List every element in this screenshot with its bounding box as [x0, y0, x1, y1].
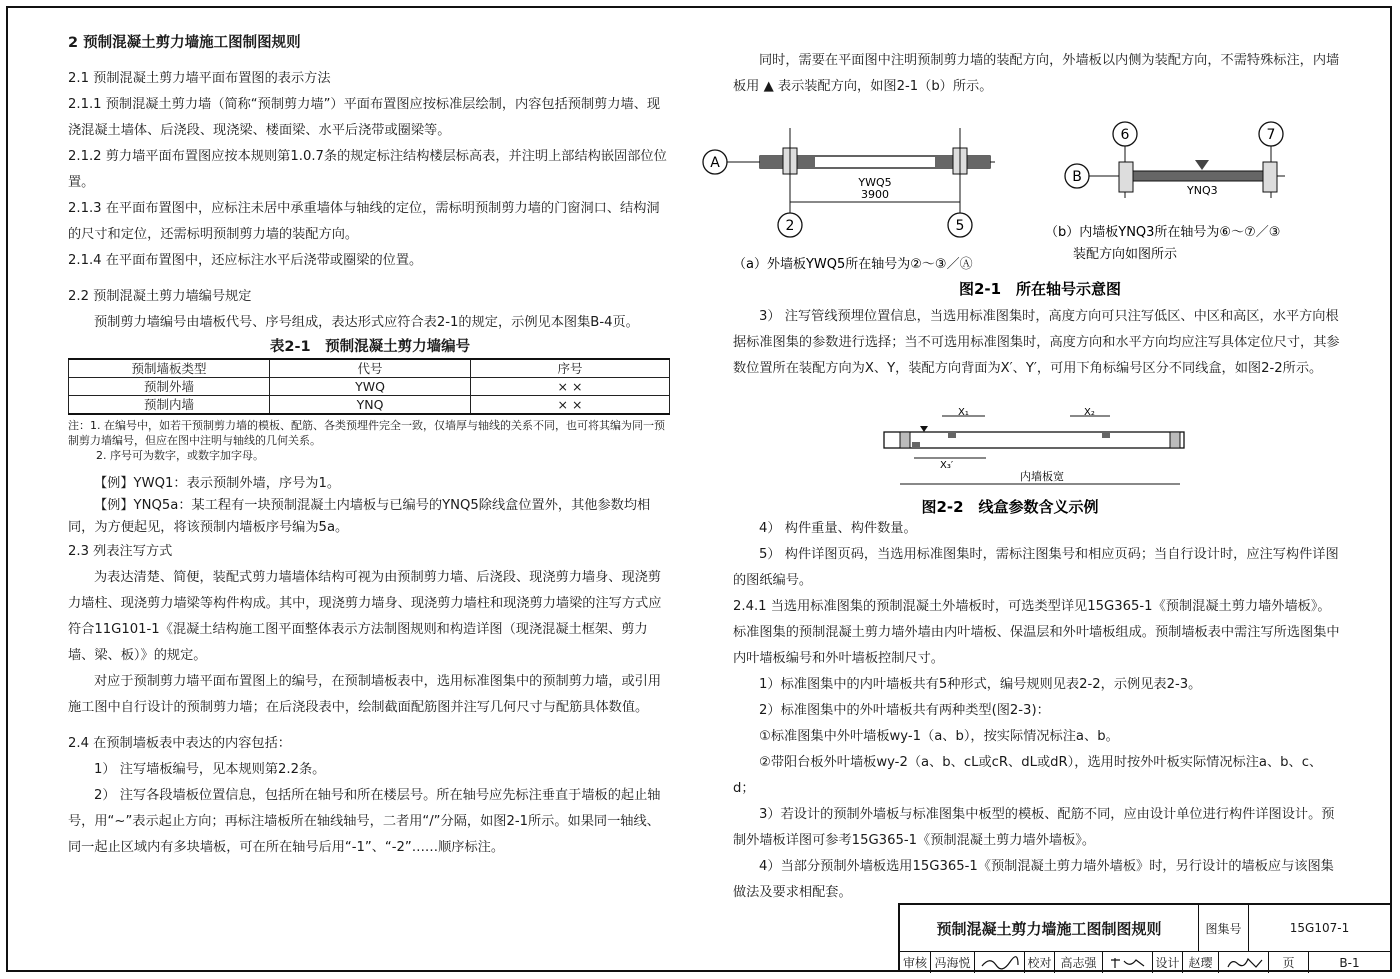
- caption-b-line2: 装配方向如图所示: [1073, 247, 1178, 262]
- figure-2-1-caption: 图2-1 所在轴号示意图: [958, 280, 1122, 298]
- item-2: 2） 注写各段墙板位置信息，包括所在轴号和所在楼层号。所在轴号应先标注垂直于墙板的起止轴号，用“~”表示起止方向；再标注墙板所在轴线轴号，二者用“/”分隔，如图2-1所示。如果同一轴线、同一起止区域内有多块墙板，可在所在轴号后用“-1”、“-2”……顺序标注。: [68, 788, 661, 855]
- para-continued: 同时，需要在平面图中注明预制剪力墙的装配方向，外墙板以内侧为装配方向，不需特殊标注，内墙板用 ▲ 表示装配方向，如图2-1（b）所示。: [733, 53, 1340, 94]
- section-2-4-title: 2.4 在预制墙板表中表达的内容包括：: [68, 736, 291, 751]
- check-name: 高志强: [1054, 951, 1102, 973]
- item-1: 1） 注写墙板编号，见本规则第2.2条。: [94, 762, 326, 777]
- axis-label-2: 2: [785, 218, 795, 234]
- para-2-4-1: 2.4.1 当选用标准图集的预制混凝土外墙板时，可选类型详见15G365-1《预制混凝土剪力墙外墙板》。标准图集的预制混凝土剪力墙外墙由内叶墙板、保温层和外叶墙板组成。预制墙板表中需注写所选图集中内叶墙板编号和外叶墙板控制尺寸。: [733, 599, 1340, 666]
- design-name: 赵璎: [1182, 951, 1218, 973]
- signature-icon: [1224, 956, 1264, 970]
- para-2-3-a: 为表达清楚、简便，装配式剪力墙墙体结构可视为由预制剪力墙、后浇段、现浇剪力墙身、现浇剪力墙柱、现浇剪力墙梁等构件构成。其中，现浇剪力墙身、现浇剪力墙柱和现浇剪力墙梁的注写方式应符合11G101-1《混凝土结构施工图平面整体表示方法制图规则和构造详图（现浇混凝土框架、剪力墙、梁、板）》的规定。: [68, 570, 662, 663]
- inner-wall-panel: [884, 432, 1184, 448]
- label-x1: X₁: [958, 407, 969, 418]
- sub-item-2a: ①标准图集中外叶墙板wy-1（a、b），按实际情况标注a、b。: [759, 729, 1119, 744]
- signature-icon: [980, 956, 1020, 970]
- figure-2-2: [870, 404, 1210, 522]
- table-note-2: 2. 序号可为数字，或数字加字母。: [96, 449, 264, 462]
- axis-label-6: 6: [1120, 127, 1130, 143]
- review-label: 审核: [900, 951, 930, 973]
- para-2-3-b: 对应于预制剪力墙平面布置图上的编号，在预制墙板表中，选用标准图集中的预制剪力墙，或引用施工图中自行设计的预制剪力墙；在后浇段表中，绘制截面配筋图并注写几何尺寸与配筋具体数值。: [68, 674, 662, 715]
- atlas-number: 15G107-1: [1248, 905, 1390, 951]
- post-cast-segment: [1263, 162, 1277, 192]
- para-2-1-1: 2.1.1 预制混凝土剪力墙（简称“预制剪力墙”）平面布置图应按标准层绘制，内容包括预制剪力墙、现浇混凝土墙体、后浇段、现浇梁、楼面梁、水平后浇带或圈梁等。: [68, 97, 661, 138]
- example-1: 【例】YWQ1：表示预制外墙，序号为1。: [94, 476, 341, 491]
- table-cell: YWQ: [270, 378, 471, 396]
- label-ywq5: YWQ5: [858, 176, 892, 189]
- sub-item-3: 3）若设计的预制外墙板与标准图集中板型的模板、配筋不同，应由设计单位进行构件详图设计。预制外墙板详图可参考15G365-1《预制混凝土剪力墙外墙板》。: [733, 807, 1335, 848]
- axis-label-5: 5: [955, 218, 965, 234]
- axis-label-a: A: [710, 155, 720, 171]
- panel-end: [1170, 432, 1180, 448]
- label-x2: X₂: [1084, 407, 1095, 418]
- atlas-label: 图集号: [1198, 905, 1248, 951]
- panel-end: [900, 432, 910, 448]
- dimension-3900: 3900: [861, 188, 889, 201]
- review-name: 冯海悦: [930, 951, 974, 973]
- table-row: [69, 396, 670, 415]
- para-2-2: 预制剪力墙编号由墙板代号、序号组成，表达形式应符合表2-1的规定，示例见本图集B-4页。: [94, 315, 639, 330]
- section-2-3-title: 2.3 列表注写方式: [68, 544, 173, 559]
- table-header-row: [69, 359, 670, 378]
- right-column-mid: [733, 304, 1343, 382]
- sub-item-4: 4）当部分预制外墙板选用15G365-1《预制混凝土剪力墙外墙板》时，另行设计的墙板应与该图集做法及要求相配套。: [733, 859, 1334, 900]
- figure-2-2-caption: 图2-2 线盒参数含义示例: [921, 498, 1099, 516]
- sub-item-1: 1）标准图集中的内叶墙板共有5种形式，编号规则见表2-2，示例见表2-3。: [759, 677, 1202, 692]
- assembly-direction-icon: [1195, 160, 1209, 170]
- caption-b-line1: （b）内墙板YNQ3所在轴号为⑥～⑦／③: [1045, 225, 1281, 240]
- table-row: [69, 378, 670, 396]
- table-2-1: [68, 358, 670, 415]
- para-2-1-2: 2.1.2 剪力墙平面布置图应按本规则第1.0.7条的规定标注结构楼层标高表，并注明上部结构嵌固部位位置。: [68, 149, 667, 190]
- axis-label-7: 7: [1266, 127, 1276, 143]
- label-panel-width: 内墙板宽: [1020, 470, 1064, 483]
- left-column: [68, 30, 672, 861]
- sub-item-2b: ②带阳台板外叶墙板wy-2（a、b、cL或cR、dL或dR），选用时按外叶板实际情况标注a、b、c、d；: [733, 755, 1323, 796]
- page-heading: 2 预制混凝土剪力墙施工图制图规则: [68, 35, 301, 51]
- page-label: 页: [1268, 951, 1308, 973]
- table-cell: × ×: [471, 396, 670, 415]
- title-block-title: 预制混凝土剪力墙施工图制图规则: [936, 919, 1162, 938]
- sub-item-2: 2）标准图集中的外叶墙板共有两种类型(图2-3)：: [759, 703, 1050, 718]
- right-column-top: [733, 48, 1343, 100]
- item-5: 5） 构件详图页码，当选用标准图集时，需标注图集号和相应页码；当自行设计时，应注写构件详图的图纸编号。: [733, 547, 1339, 588]
- para-2-1-3: 2.1.3 在平面布置图中，应标注未居中承重墙体与轴线的定位，需标明预制剪力墙的门窗洞口、结构洞的尺寸和定位，还需标明预制剪力墙的装配方向。: [68, 201, 660, 242]
- junction-box-back: [912, 442, 920, 448]
- example-2: 【例】YNQ5a：某工程有一块预制混凝土内墙板与已编号的YNQ5除线盒位置外，其他参数均相同，为方便起见，将该预制内墙板序号编为5a。: [68, 498, 651, 535]
- wall-ynq3: [1132, 171, 1264, 181]
- table-2-1-caption: 表2-1 预制混凝土剪力墙编号: [269, 339, 471, 355]
- review-signature: [974, 951, 1024, 973]
- section-2-1-title: 2.1 预制混凝土剪力墙平面布置图的表示方法: [68, 71, 331, 86]
- signature-icon: [1108, 956, 1148, 970]
- table-cell: 预制内墙: [69, 396, 270, 415]
- axis-label-b: B: [1072, 169, 1082, 185]
- assembly-direction-icon: [920, 426, 928, 432]
- design-label: 设计: [1152, 951, 1182, 973]
- item-4: 4） 构件重量、构件数量。: [759, 521, 917, 536]
- label-ynq3: YNQ3: [1187, 184, 1218, 197]
- check-signature: [1102, 951, 1152, 973]
- post-cast-segment: [1119, 162, 1133, 192]
- table-header-cell: 序号: [471, 359, 670, 378]
- page-number: B-1: [1308, 951, 1390, 973]
- section-2-2-title: 2.2 预制混凝土剪力墙编号规定: [68, 289, 252, 304]
- check-label: 校对: [1024, 951, 1054, 973]
- table-cell: × ×: [471, 378, 670, 396]
- table-cell: YNQ: [270, 396, 471, 415]
- right-column-bottom: [733, 516, 1343, 906]
- para-2-1-4: 2.1.4 在平面布置图中，还应标注水平后浇带或圈梁的位置。: [68, 253, 423, 268]
- junction-box: [1102, 432, 1110, 438]
- title-block: [898, 903, 1390, 971]
- table-header-cell: 预制墙板类型: [69, 359, 270, 378]
- caption-a: （a）外墙板YWQ5所在轴号为②～③／Ⓐ: [733, 257, 973, 272]
- table-note-1: 注：1. 在编号中，如若干预制剪力墙的模板、配筋、各类预埋件完全一致，仅墙厚与轴线的关系不同，也可将其编为同一预制剪力墙编号，但应在图中注明与轴线的几何关系。: [68, 419, 665, 447]
- table-header-cell: 代号: [270, 359, 471, 378]
- design-signature: [1218, 951, 1268, 973]
- item-3: 3） 注写管线预埋位置信息，当选用标准图集时，高度方向可只注写低区、中区和高区，水平方向根据标准图集的参数进行选择；当不可选用标准图集时，高度方向和水平方向均应注写具体定位尺寸，其参数位置所在装配方向为X、Y，装配方向背面为X′、Y′，可用下角标编号区分不同线盒，如图2-2所示。: [733, 309, 1340, 376]
- junction-box: [948, 432, 956, 438]
- figure-2-1: [695, 118, 1355, 298]
- table-cell: 预制外墙: [69, 378, 270, 396]
- label-x3: X₃′: [940, 460, 954, 471]
